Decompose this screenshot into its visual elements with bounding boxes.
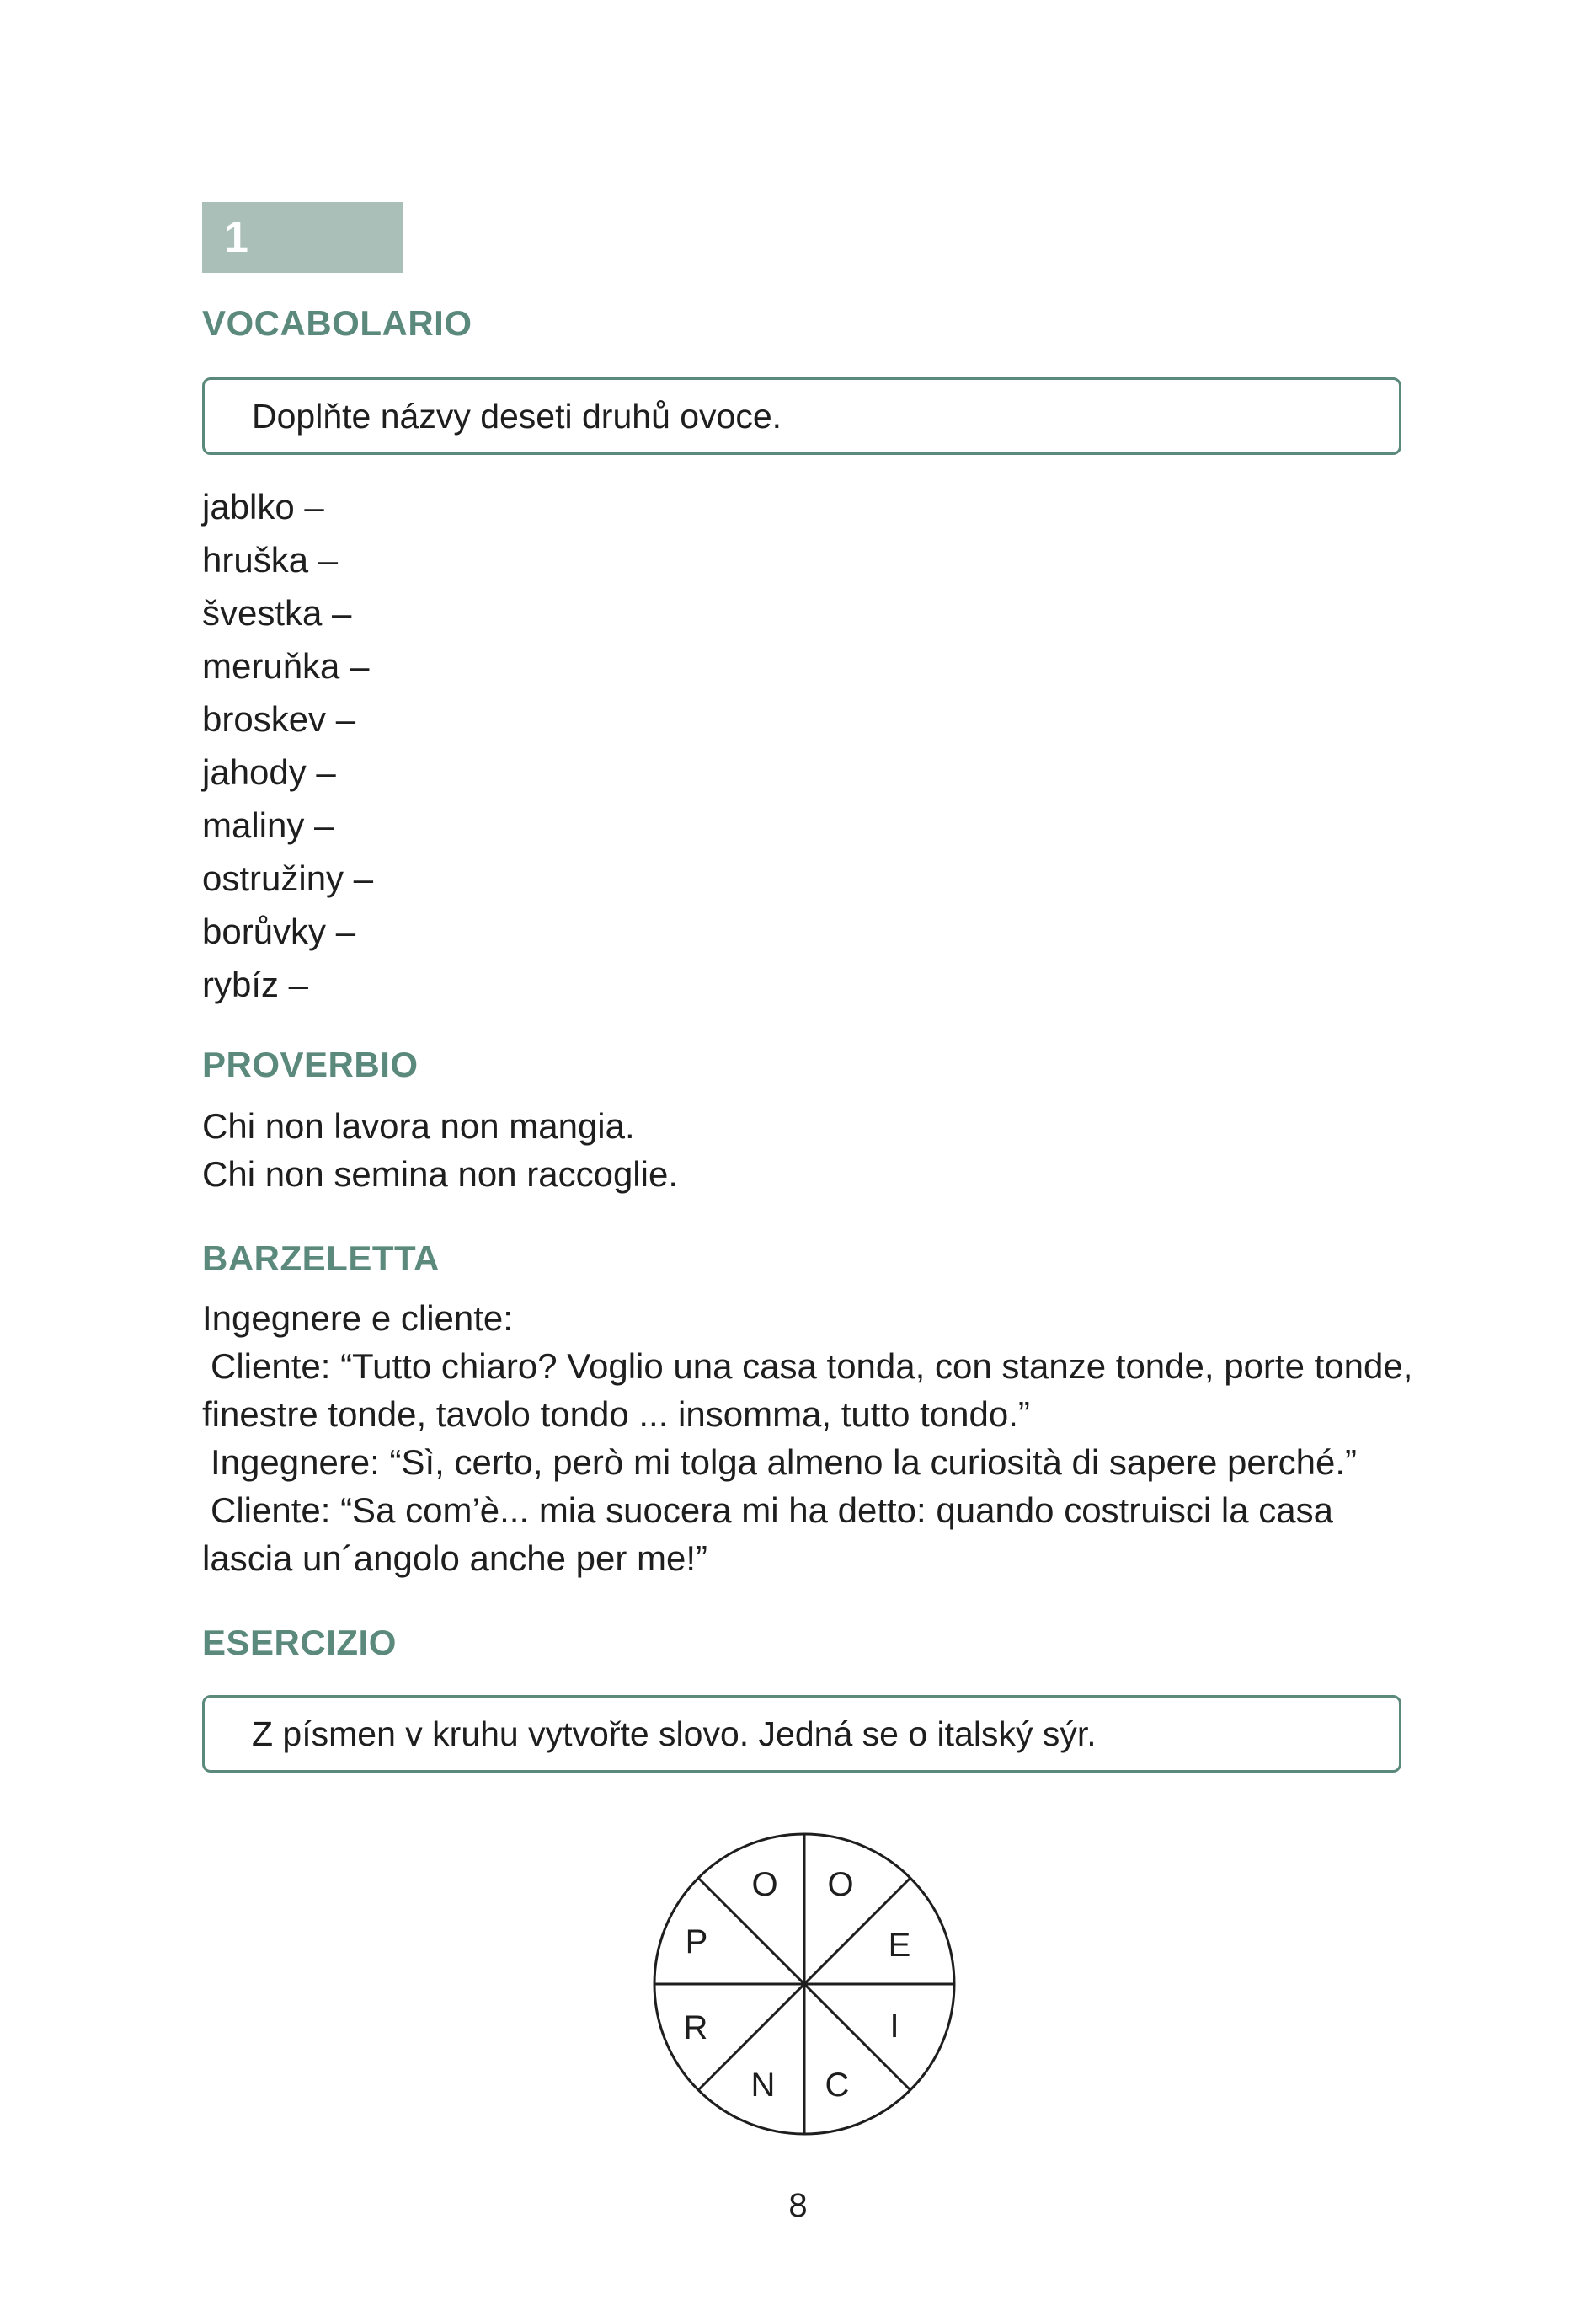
barzeletta-text [202, 1294, 1415, 1582]
vocabolario-heading: VOCABOLARIO [202, 303, 472, 343]
wheel-letter: N [750, 2067, 776, 2104]
vocab-item: hruška – [202, 540, 339, 580]
joke-line: Ingegnere: “Sì, certo, però mi tolga almeno la curiosità di sapere perché.” [211, 1442, 1358, 1482]
letter-wheel [649, 1828, 960, 2140]
vocab-item: švestka – [202, 593, 352, 633]
vocab-item: rybíz – [202, 965, 309, 1004]
esercizio-heading: ESERCIZIO [202, 1623, 397, 1662]
vocab-item: jahody – [202, 752, 336, 792]
vocabolario-instruction-box: Doplňte názvy deseti druhů ovoce. [202, 377, 1401, 455]
wheel-letter: O [751, 1866, 778, 1903]
vocab-item: maliny – [202, 805, 334, 845]
vocab-item: ostružiny – [202, 858, 374, 898]
vocab-item: meruňka – [202, 646, 370, 686]
barzeletta-heading: BARZELETTA [202, 1238, 440, 1278]
esercizio-instruction-box: Z písmen v kruhu vytvořte slovo. Jedná se o italský sýr. [202, 1695, 1401, 1773]
proverb-line: Chi non semina non raccoglie. [202, 1154, 678, 1194]
joke-line: Cliente: “Tutto chiaro? Voglio una casa tonda, con stanze tonde, porte tonde, finestre tonde, tavolo tondo ... insomma, tutto tondo.” [202, 1346, 1413, 1434]
chapter-number-badge: 1 [202, 202, 403, 273]
wheel-letter: R [683, 2009, 708, 2046]
joke-intro: Ingegnere e cliente: [202, 1298, 513, 1338]
proverb-line: Chi non lavora non mangia. [202, 1106, 635, 1146]
proverbio-heading: PROVERBIO [202, 1045, 419, 1084]
vocab-item: broskev – [202, 699, 356, 739]
fruit-vocabulary-list [202, 480, 373, 1011]
wheel-letter: P [685, 1923, 708, 1960]
wheel-letter: I [889, 2008, 899, 2045]
wheel-letter: O [827, 1866, 854, 1903]
proverbio-text [202, 1102, 1415, 1198]
wheel-letter: C [825, 2067, 850, 2104]
vocab-item: borůvky – [202, 912, 356, 951]
joke-line: Cliente: “Sa com’è... mia suocera mi ha detto: quando costruisci la casa lascia un´angolo anche per me!” [202, 1490, 1333, 1578]
page-number: 8 [788, 2187, 808, 2224]
vocab-item: jablko – [202, 487, 324, 527]
wheel-letter: E [888, 1927, 911, 1964]
